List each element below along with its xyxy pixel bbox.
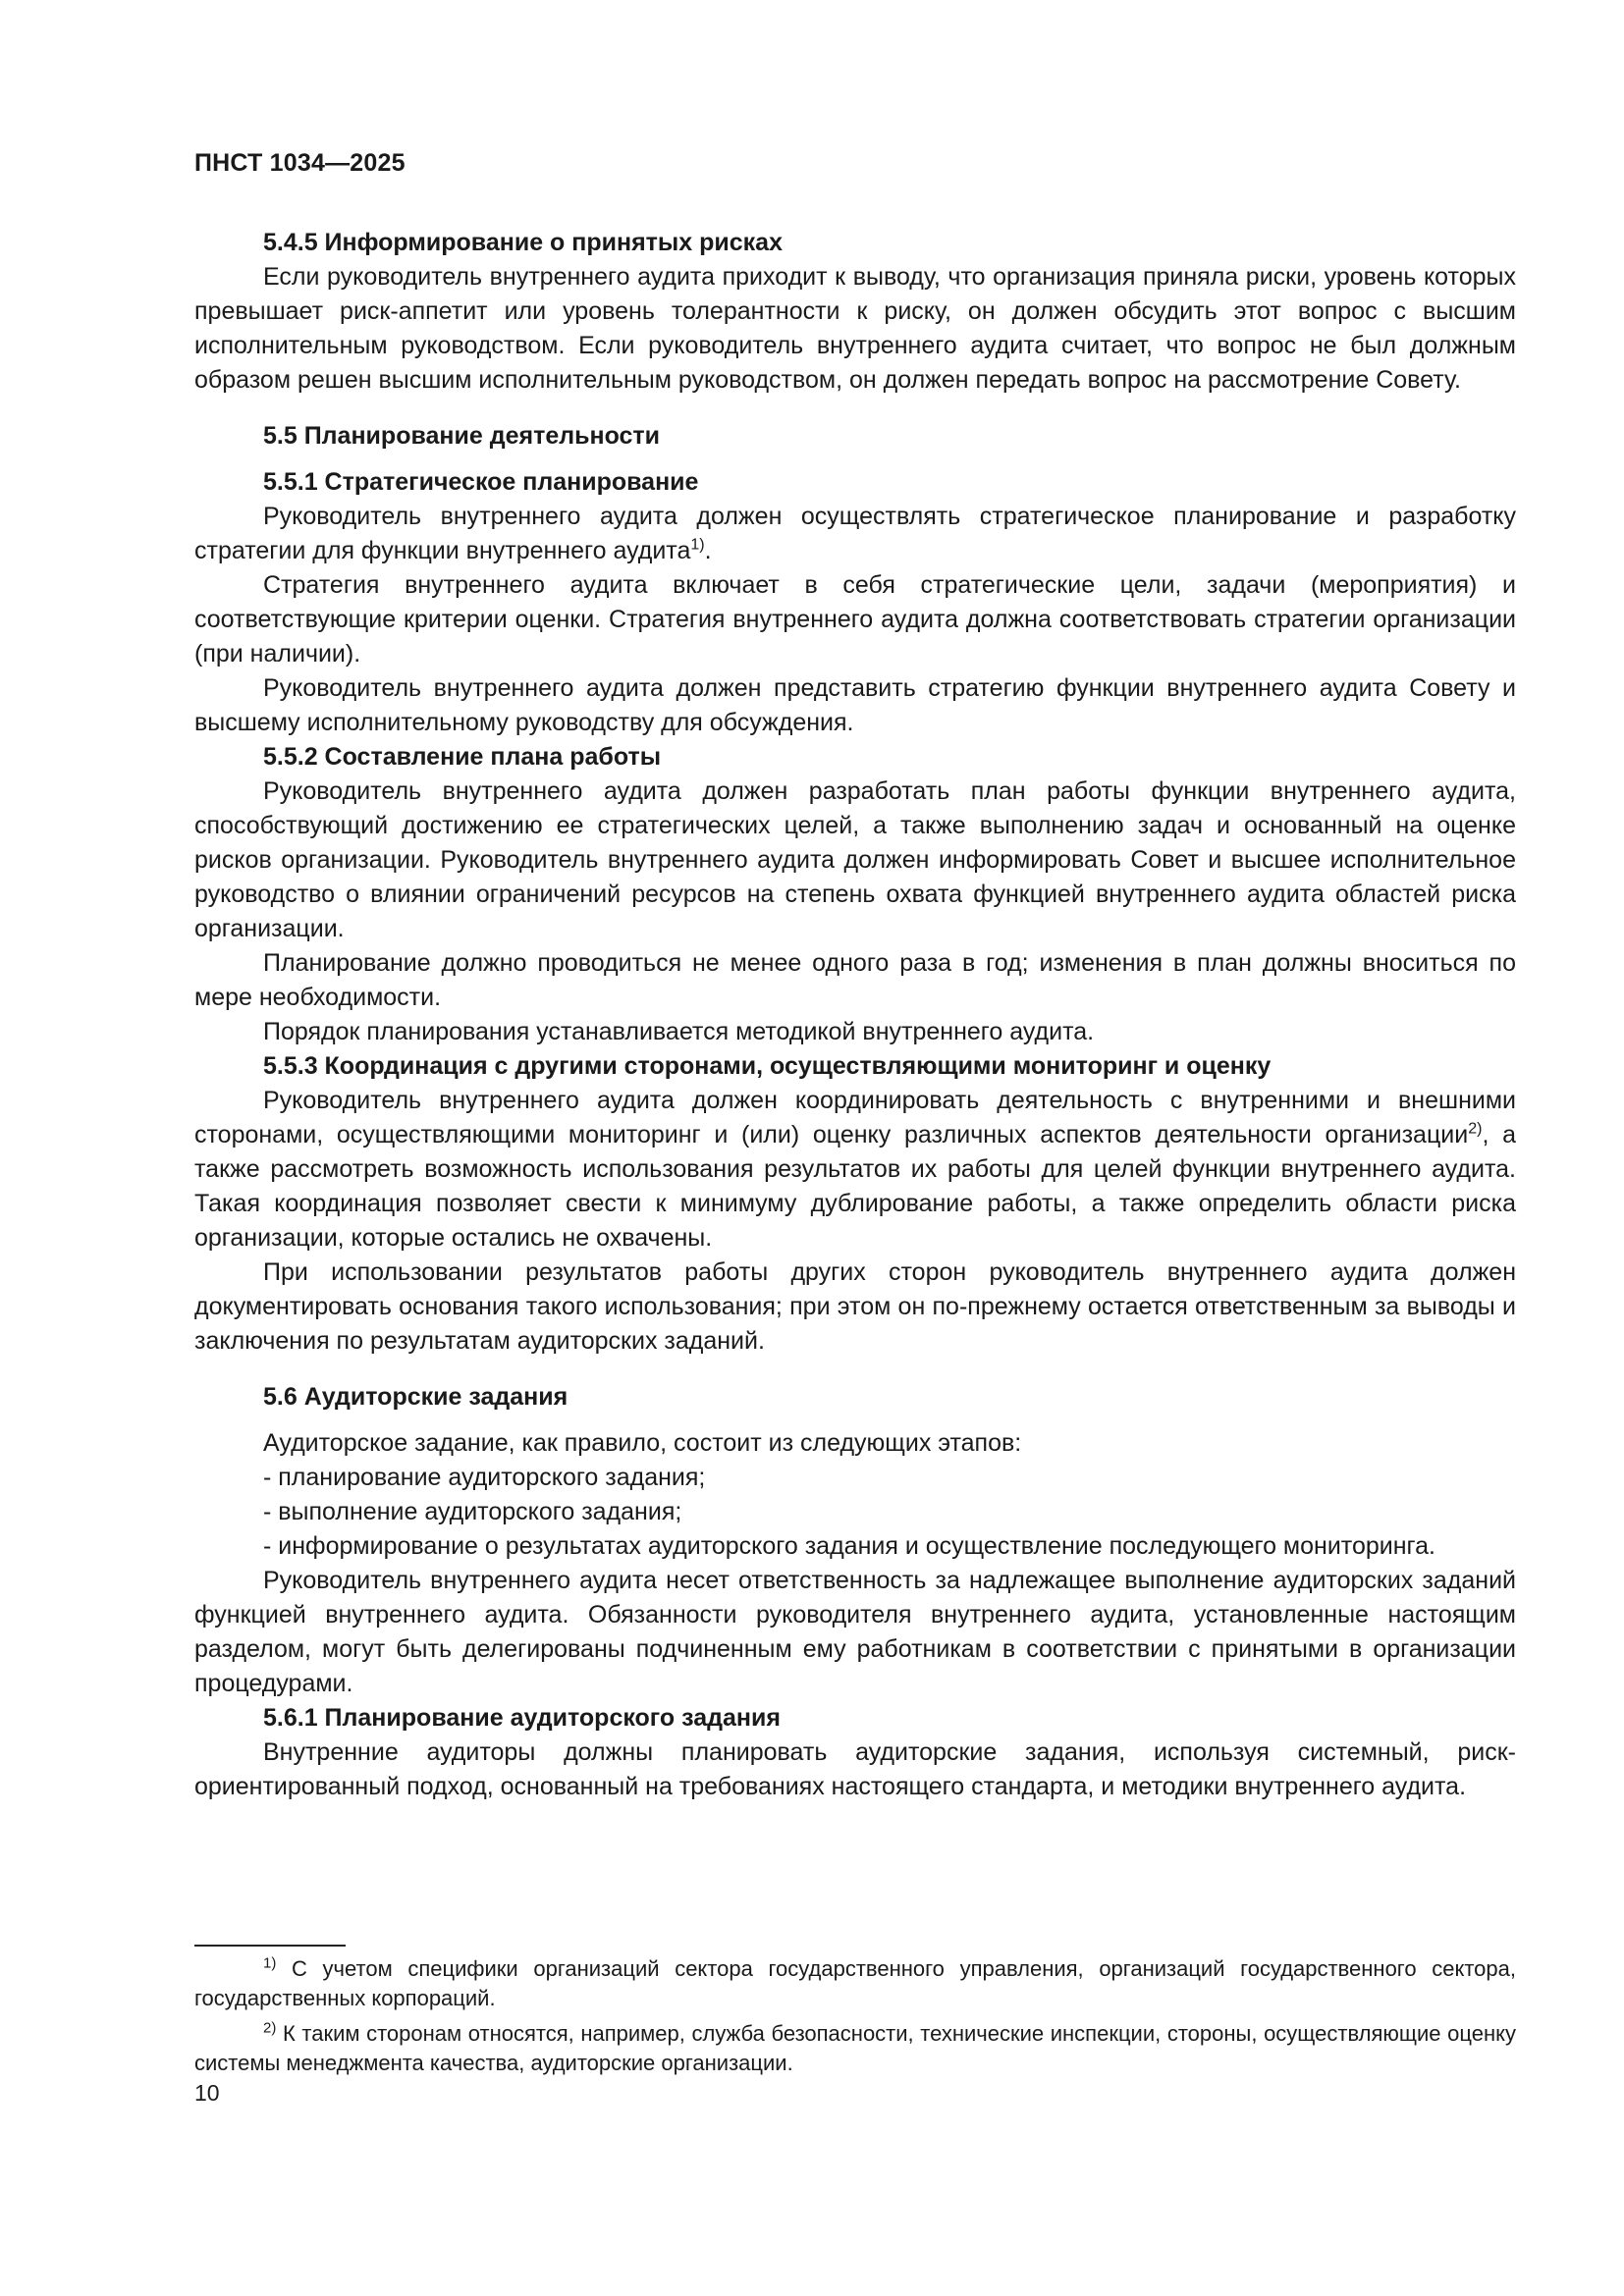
heading-5-5-3: 5.5.3 Координация с другими сторонами, осуществляющими мониторинг и оценку: [263, 1052, 1272, 1080]
heading-5-6-1: 5.6.1 Планирование аудиторского задания: [263, 1704, 781, 1732]
heading-5-5-1: 5.5.1 Стратегическое планирование: [263, 468, 699, 496]
paragraph-5-5-1-1-end: .: [704, 537, 712, 564]
paragraph-5-4-5-1: Если руководитель внутреннего аудита приходит к выводу, что организация приняла риски, уровень которых превышает риск-аппетит или уровень толерантности к риску, он должен обсудить этот вопрос с высшим исполнительным руководством. Если руководитель внутреннего аудита считает, что вопрос не был должным образом решен высшим исполнительным руководством, он должен передать вопрос на рассмотрение Совету.: [194, 263, 1516, 394]
paragraph-5-5-2-3: Порядок планирования устанавливается методикой внутреннего аудита.: [263, 1018, 1095, 1045]
footnotes: [194, 1954, 1516, 2084]
paragraph-5-5-1-3: Руководитель внутреннего аудита должен представить стратегию функции внутреннего аудита Совету и высшему исполнительному руководству для обсуждения.: [194, 674, 1516, 736]
footnote-1-text: С учетом специфики организаций сектора государственного управления, организаций государственного сектора, государственных корпораций.: [194, 1956, 1516, 2010]
paragraph-5-6-intro: Аудиторское задание, как правило, состоит из следующих этапов:: [263, 1429, 1022, 1457]
footnote-1: [194, 1954, 1516, 2013]
paragraph-5-5-3-1: [194, 1084, 1516, 1255]
list-item: - информирование о результатах аудиторского задания и осуществление последующего мониторинга.: [263, 1532, 1435, 1560]
paragraph-5-5-3-2: При использовании результатов работы других сторон руководитель внутреннего аудита должен документировать основания такого использования; при этом он по-прежнему остается ответственным за выводы и заключения по результатам аудиторских заданий.: [194, 1258, 1516, 1355]
footnote-2: [194, 2019, 1516, 2078]
page-number: 10: [194, 2080, 220, 2106]
list-item: - выполнение аудиторского задания;: [263, 1498, 682, 1525]
footnote-2-text: К таким сторонам относятся, например, служба безопасности, технические инспекции, стороны, осуществляющие оценку системы менеджмента качества, аудиторские организации.: [194, 2021, 1516, 2075]
heading-5-5-2: 5.5.2 Составление плана работы: [263, 743, 662, 771]
paragraph-5-5-2-2: Планирование должно проводиться не менее одного раза в год; изменения в план должны вноситься по мере необходимости.: [194, 949, 1516, 1011]
list-item: - планирование аудиторского задания;: [263, 1464, 706, 1491]
document-body: [194, 226, 1516, 1804]
heading-5-4-5: 5.4.5 Информирование о принятых рисках: [263, 229, 783, 256]
paragraph-5-5-1-1-text: Руководитель внутреннего аудита должен осуществлять стратегическое планирование и разработку стратегии для функции внутреннего аудита: [194, 503, 1516, 564]
footnote-ref-1: 1): [690, 536, 705, 554]
footnote-separator: [194, 1945, 346, 1947]
paragraph-5-6-2: Руководитель внутреннего аудита несет ответственность за надлежащее выполнение аудиторских заданий функцией внутреннего аудита. Обязанности руководителя внутреннего аудита, установленные настоящим разделом, могут быть делегированы подчиненным ему работникам в соответствии с принятыми в организации процедурами.: [194, 1567, 1516, 1697]
footnote-1-mark: 1): [263, 1954, 277, 1972]
footnote-2-mark: 2): [263, 2019, 277, 2037]
paragraph-5-5-2-1: Руководитель внутреннего аудита должен разработать план работы функции внутреннего аудита, способствующий достижению ее стратегических целей, а также выполнению задач и основанный на оценке рисков организации. Руководитель внутреннего аудита должен информировать Совет и высшее исполнительное руководство о влиянии ограничений ресурсов на степень охвата функцией внутреннего аудита областей риска организации.: [194, 777, 1516, 942]
paragraph-5-5-1-2: Стратегия внутреннего аудита включает в себя стратегические цели, задачи (мероприятия) и соответствующие критерии оценки. Стратегия внутреннего аудита должна соответствовать стратегии организации (при наличии).: [194, 571, 1516, 667]
footnote-ref-2: 2): [1468, 1120, 1483, 1138]
standard-code-header: ПНСТ 1034—2025: [194, 149, 406, 177]
paragraph-5-5-3-1-text-a: Руководитель внутреннего аудита должен координировать деятельность с внутренними и внешними сторонами, осуществляющими мониторинг и (или) оценку различных аспектов деятельности организации: [194, 1087, 1516, 1148]
heading-5-6: 5.6 Аудиторские задания: [263, 1383, 568, 1411]
heading-5-5: 5.5 Планирование деятельности: [263, 422, 661, 450]
paragraph-5-6-1-1: Внутренние аудиторы должны планировать аудиторские задания, используя системный, риск-ориентированный подход, основанный на требованиях настоящего стандарта, и методики внутреннего аудита.: [194, 1738, 1516, 1800]
paragraph-5-5-3-1-text-b: , а также рассмотреть возможность использования результатов их работы для целей функции внутреннего аудита. Такая координация позволяет свести к минимуму дублирование работы, а также определить области риска организации, которые остались не охвачены.: [194, 1121, 1517, 1252]
paragraph-5-5-1-1: [194, 500, 1516, 568]
